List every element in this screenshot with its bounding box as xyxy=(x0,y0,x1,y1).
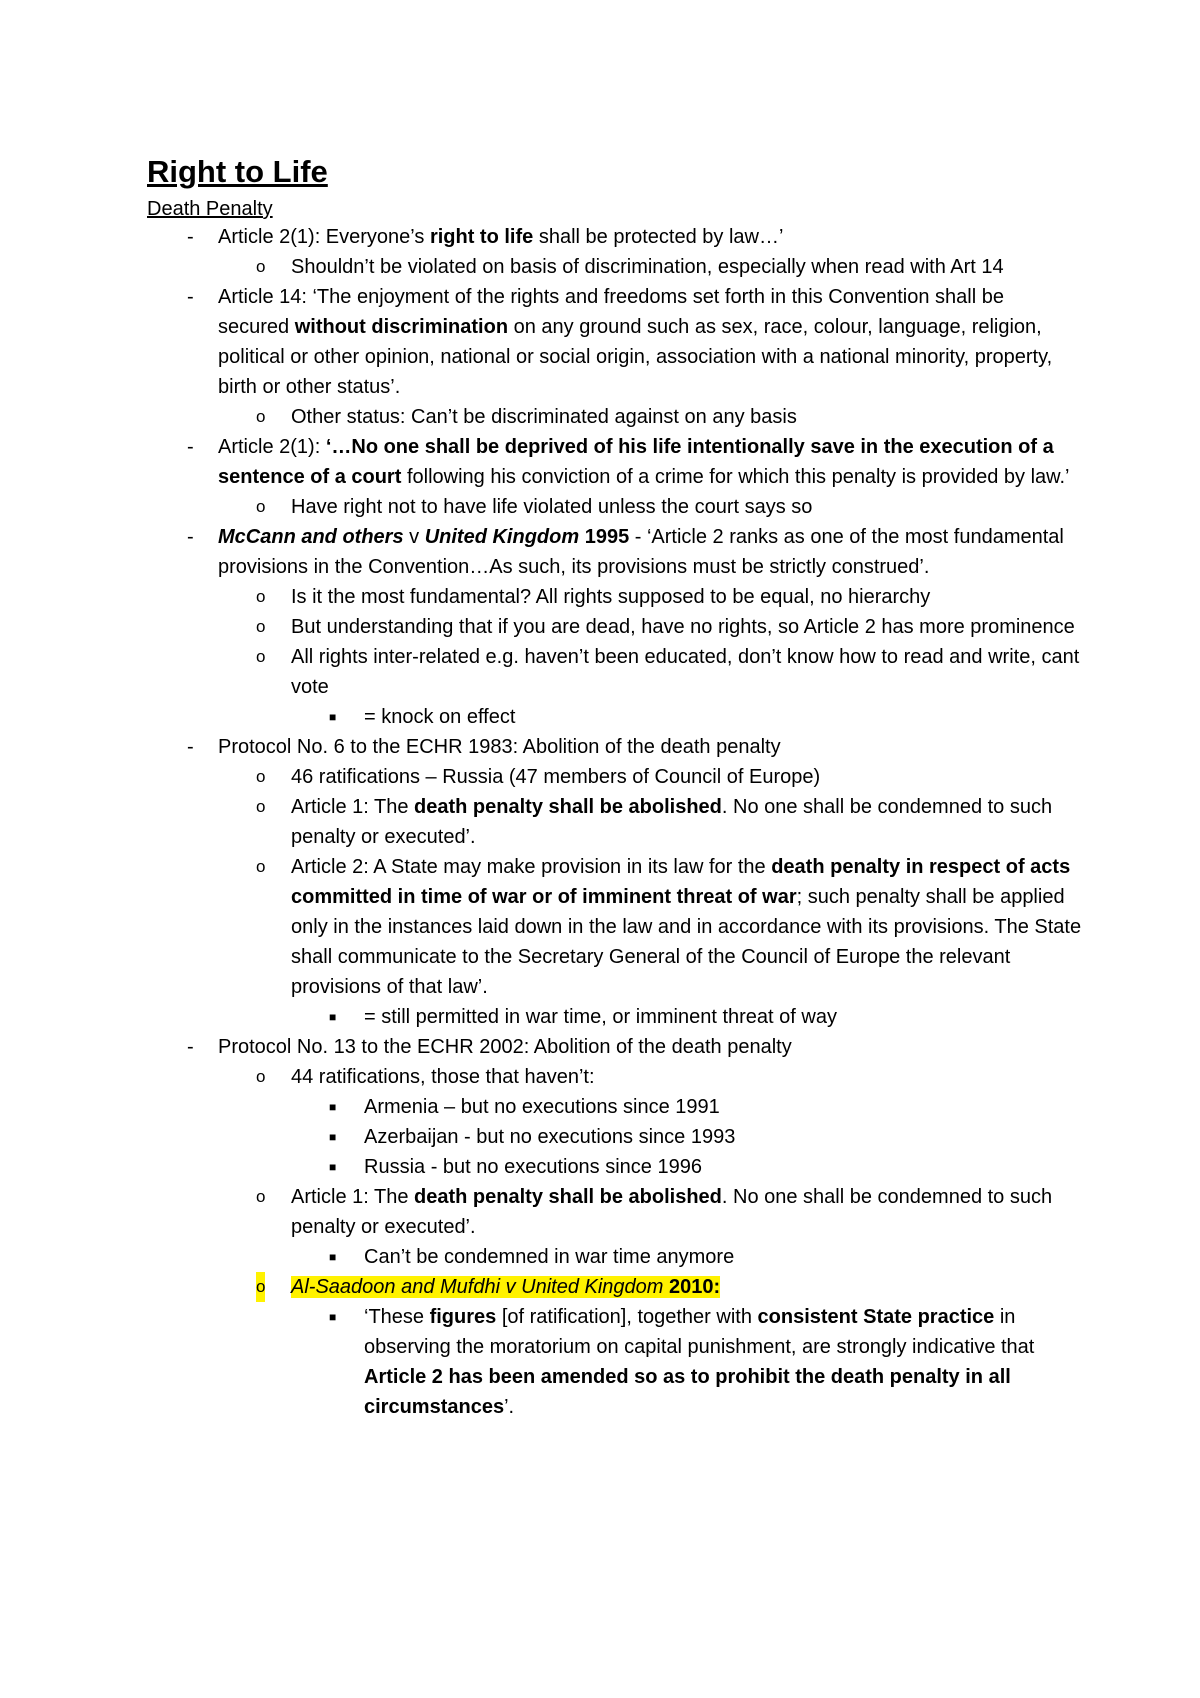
list-item-text xyxy=(364,1302,1084,1422)
list-item xyxy=(0,1242,1200,1272)
text-run: Article 1: The xyxy=(291,1186,415,1208)
list-item xyxy=(0,1152,1200,1182)
list-item-text xyxy=(218,732,1078,762)
text-run: . No one shall be condemned to such penalty or executed’. xyxy=(291,1186,1053,1238)
text-run: But understanding that if you are dead, have no rights, so Article 2 has more prominence xyxy=(291,616,1075,638)
dash-bullet-icon: - xyxy=(187,436,194,458)
list-item xyxy=(0,1062,1200,1092)
list-item xyxy=(0,1002,1200,1032)
circle-bullet-icon: o xyxy=(256,797,266,816)
list-item xyxy=(0,612,1200,642)
list-item-text xyxy=(364,1152,1084,1182)
list-item-text xyxy=(291,852,1091,1002)
list-item xyxy=(0,792,1200,852)
text-run: shall be protected by law…’ xyxy=(533,226,784,248)
text-run: Can’t be condemned in war time anymore xyxy=(364,1246,735,1268)
square-bullet-icon: ■ xyxy=(329,1100,337,1114)
list-item-text xyxy=(364,1092,1084,1122)
square-bullet-icon: ■ xyxy=(329,1250,337,1264)
text-run: figures xyxy=(429,1306,497,1328)
text-run: Article 1: The xyxy=(291,796,415,818)
list-item xyxy=(0,732,1200,762)
text-run: 44 ratifications, those that haven’t: xyxy=(291,1066,595,1088)
dash-bullet-icon: - xyxy=(187,1036,194,1058)
list-item xyxy=(0,1272,1200,1302)
square-bullet-icon: ■ xyxy=(329,1310,337,1324)
circle-bullet-icon: o xyxy=(256,497,266,516)
text-run: ’. xyxy=(504,1396,515,1418)
text-run: right to life xyxy=(429,226,534,248)
dash-bullet-icon: - xyxy=(187,286,194,308)
circle-bullet-icon: o xyxy=(256,407,266,426)
text-run: McCann and others xyxy=(218,526,404,548)
text-run: = still permitted in war time, or imminent threat of way xyxy=(364,1006,837,1028)
dash-bullet-icon: - xyxy=(187,736,194,758)
square-bullet-icon: ■ xyxy=(329,710,337,724)
list-item-text xyxy=(291,1272,1091,1302)
list-item-text xyxy=(291,792,1091,852)
bullet-list xyxy=(0,222,1200,1422)
list-item-text xyxy=(291,1182,1091,1242)
list-item xyxy=(0,222,1200,252)
text-run: 46 ratifications – Russia (47 members of Council of Europe) xyxy=(291,766,821,788)
circle-bullet-icon: o xyxy=(256,617,266,636)
text-run: Azerbaijan - but no executions since 1993 xyxy=(364,1126,736,1148)
list-item-text xyxy=(218,522,1078,582)
text-run: United Kingdom xyxy=(424,526,580,548)
text-run: [of ratification], together with xyxy=(496,1306,758,1328)
list-item xyxy=(0,282,1200,402)
square-bullet-icon: ■ xyxy=(329,1160,337,1174)
text-run: ; such penalty shall be applied only in the instances laid down in the law and in accordance with its provisions. The State shall communicate to the Secretary General of the Council of Europe the relevant provisions of that law’. xyxy=(291,886,1082,998)
list-item xyxy=(0,402,1200,432)
square-bullet-icon: ■ xyxy=(329,1010,337,1024)
list-item-text xyxy=(291,402,1091,432)
list-item-text xyxy=(291,642,1091,702)
text-run: v xyxy=(403,526,425,548)
text-run: Have right not to have life violated unless the court says so xyxy=(291,496,813,518)
text-run: death penalty in respect of acts committed in time of war or of imminent threat of war xyxy=(291,856,1071,908)
list-item-text xyxy=(291,492,1091,522)
text-run: Other status: Can’t be discriminated against on any basis xyxy=(291,406,797,428)
text-run: Is it the most fundamental? All rights supposed to be equal, no hierarchy xyxy=(291,586,931,608)
list-item xyxy=(0,852,1200,1002)
list-item-text xyxy=(218,1032,1078,1062)
list-item xyxy=(0,702,1200,732)
circle-bullet-icon: o xyxy=(256,257,266,276)
circle-bullet-icon: o xyxy=(256,1067,266,1086)
list-item-text xyxy=(218,432,1078,492)
text-run: Protocol No. 6 to the ECHR 1983: Abolition of the death penalty xyxy=(218,736,781,758)
text-run: - ‘Article 2 ranks as one of the most fundamental provisions in the Convention…As such, its provisions must be strictly construed’. xyxy=(218,526,1064,578)
list-item xyxy=(0,252,1200,282)
circle-bullet-icon: o xyxy=(256,647,266,666)
circle-bullet-icon: o xyxy=(256,587,266,606)
list-item-text xyxy=(364,1122,1084,1152)
list-item-text xyxy=(364,702,1084,732)
list-item-text xyxy=(291,1062,1091,1092)
text-run: death penalty shall be abolished xyxy=(414,1186,722,1208)
square-bullet-icon: ■ xyxy=(329,1130,337,1144)
text-run: on any ground such as sex, race, colour, language, religion, political or other opinion, national or social origin, association with a national minority, property, birth or other status’. xyxy=(218,316,1053,398)
text-run: Armenia – but no executions since 1991 xyxy=(364,1096,720,1118)
text-run: 2010: xyxy=(669,1276,721,1298)
list-item-text xyxy=(218,222,1078,252)
text-run: ‘…No one shall be deprived of his life intentionally save in the execution of a sentence of a court xyxy=(218,436,1054,488)
list-item xyxy=(0,642,1200,702)
list-item-text xyxy=(291,762,1091,792)
list-item xyxy=(0,432,1200,492)
text-run: death penalty shall be abolished xyxy=(414,796,722,818)
list-item-text xyxy=(291,582,1091,612)
list-item xyxy=(0,1032,1200,1062)
list-item xyxy=(0,1302,1200,1422)
text-run: Shouldn’t be violated on basis of discrimination, especially when read with Art 14 xyxy=(291,256,1004,278)
dash-bullet-icon: - xyxy=(187,526,194,548)
text-run: Article 2(1): xyxy=(218,436,326,458)
text-run: Article 2 has been amended so as to prohibit the death penalty in all circumstances xyxy=(364,1366,1011,1418)
text-run: ‘These xyxy=(364,1306,430,1328)
list-item xyxy=(0,582,1200,612)
list-item-text xyxy=(218,282,1078,402)
list-item xyxy=(0,522,1200,582)
list-item xyxy=(0,1182,1200,1242)
list-item-text xyxy=(291,612,1091,642)
circle-bullet-icon: o xyxy=(256,1187,266,1206)
text-run: Protocol No. 13 to the ECHR 2002: Abolition of the death penalty xyxy=(218,1036,792,1058)
list-item-text xyxy=(364,1242,1084,1272)
circle-bullet-icon: o xyxy=(256,1272,265,1302)
text-run: = knock on effect xyxy=(364,706,516,728)
page-title: Right to Life xyxy=(147,154,328,189)
text-run: All rights inter-related e.g. haven’t been educated, don’t know how to read and write, cant vote xyxy=(291,646,1080,698)
text-run: Russia - but no executions since 1996 xyxy=(364,1156,702,1178)
text-run: 1995 xyxy=(579,526,630,548)
list-item xyxy=(0,1092,1200,1122)
text-run: Article 2: A State may make provision in its law for the xyxy=(291,856,772,878)
list-item xyxy=(0,492,1200,522)
list-item xyxy=(0,1122,1200,1152)
text-run: . No one shall be condemned to such penalty or executed’. xyxy=(291,796,1053,848)
text-run: consistent State practice xyxy=(757,1306,995,1328)
list-item-text xyxy=(291,252,1091,282)
text-run: Al-Saadoon and Mufdhi v United Kingdom xyxy=(291,1276,664,1298)
section-heading: Death Penalty xyxy=(147,198,273,220)
dash-bullet-icon: - xyxy=(187,226,194,248)
text-run: without discrimination xyxy=(294,316,509,338)
list-item-text xyxy=(364,1002,1084,1032)
text-run: in observing the moratorium on capital punishment, are strongly indicative that xyxy=(364,1306,1035,1358)
circle-bullet-icon: o xyxy=(256,767,266,786)
text-run: Article 2(1): Everyone’s xyxy=(218,226,430,248)
text-run: following his conviction of a crime for which this penalty is provided by law.’ xyxy=(401,466,1070,488)
list-item xyxy=(0,762,1200,792)
circle-bullet-icon: o xyxy=(256,857,266,876)
text-run: Article 14: ‘The enjoyment of the rights and freedoms set forth in this Convention shall be secured xyxy=(218,286,1004,338)
